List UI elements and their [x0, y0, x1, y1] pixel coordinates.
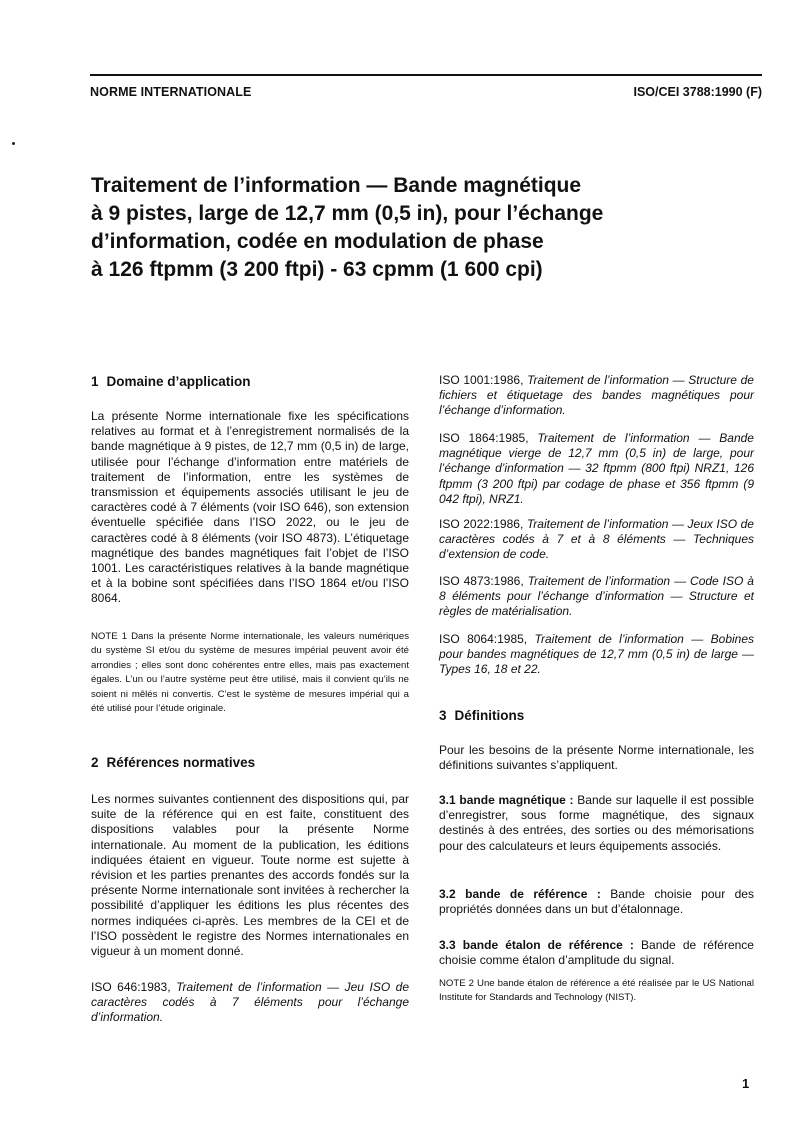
title-line: à 9 pistes, large de 12,7 mm (0,5 in), pour l’échange: [91, 202, 604, 225]
header-standard-type: NORME INTERNATIONALE: [90, 85, 252, 99]
section-1-paragraph: La présente Norme internationale fixe les spécifications relatives au format et à l’enregistrement normalisés de la bande magnétique à 9 pistes, de 12,7 mm (0,5 in) de large, utilisée pour l’échange d’information entre matériels de traitement de l’information, entre les systèmes de transmission et équipements associés utilisant le jeu de caractères codé à 7 éléments (voir ISO 646), son extension éventuelle spécifiée dans l’ISO 2022, ou le jeu de caractères codé à 8 éléments (voir ISO 4873). L’étiquetage magnétique des bandes magnétiques fait l’objet de l’ISO 1001. Les caractéristiques relatives à la bande magnétique et à la bobine sont spécifiées dans l’ISO 1864 et/ou l’ISO 8064.: [91, 409, 409, 606]
page-number: 1: [742, 1076, 750, 1091]
page-header: [90, 74, 762, 99]
section-1-heading: 1 Domaine d’application: [91, 374, 251, 389]
definition-3-3: 3.3 bande étalon de référence : Bande de référence choisie comme étalon d’amplitude du signal.: [439, 938, 754, 968]
reference-iso-1864: ISO 1864:1985, Traitement de l’information — Bande magnétique vierge de 12,7 mm (0,5 in) de large, pour l’échange d’information — 32 ftpmm (800 ftpi) NRZ1, 126 ftpmm (3 200 ftpi) par codage de phase et 356 ftpmm (9 042 ftpi), NRZ1.: [439, 431, 754, 506]
reference-iso-2022: ISO 2022:1986, Traitement de l’information — Jeux ISO de caractères codés à 7 et à 8 éléments — Techniques d’extension de code.: [439, 517, 754, 562]
section-3-intro: Pour les besoins de la présente Norme internationale, les définitions suivantes s’appliquent.: [439, 743, 754, 773]
document-title: [91, 172, 761, 284]
note-2: NOTE 2 Une bande étalon de référence a été réalisée par le US National Institute for Standards and Technology (NIST).: [439, 978, 754, 1004]
definition-3-1: 3.1 bande magnétique : Bande sur laquelle il est possible d’enregistrer, sous forme magnétique, des signaux destinés à des entrées, des sorties ou des mémorisations pour des calculateurs et leurs équipements associés.: [439, 793, 754, 853]
section-3-heading: 3 Définitions: [439, 708, 525, 723]
reference-iso-8064: ISO 8064:1985, Traitement de l’information — Bobines pour bandes magnétiques de 12,7 mm (0,5 in) de large — Types 16, 18 et 22.: [439, 632, 754, 677]
title-line: Traitement de l’information — Bande magnétique: [91, 174, 582, 197]
title-line: à 126 ftpmm (3 200 ftpi) - 63 cpmm (1 600 cpi): [91, 258, 543, 281]
reference-iso-4873: ISO 4873:1986, Traitement de l’information — Code ISO à 8 éléments pour l’échange d’information — Structure et règles de matérialisation.: [439, 574, 754, 619]
header-standard-number: ISO/CEI 3788:1990 (F): [633, 85, 762, 99]
section-2-heading: 2 Références normatives: [91, 755, 256, 770]
note-1: NOTE 1 Dans la présente Norme internationale, les valeurs numériques du système SI et/ou du système de mesures impérial peuvent avoir été arrondies ; elles sont donc cohérentes entre elles, mais pas exactement égales. L’un ou l’autre système peut être utilisé, mais il convient qu’ils ne soient ni mêlés ni convertis. C’est le système de mesures impérial qui a été utilisé pour l’étude originale.: [91, 631, 409, 715]
reference-iso-646: ISO 646:1983, Traitement de l’information — Jeu ISO de caractères codés à 7 éléments pour l’échange d’information.: [91, 980, 410, 1025]
title-line: d’information, codée en modulation de phase: [91, 230, 544, 253]
reference-iso-1001: ISO 1001:1986, Traitement de l’information — Structure de fichiers et étiquetage des bandes magnétiques pour l’échange d’information.: [439, 373, 754, 418]
margin-dot: [12, 142, 15, 145]
definition-3-2: 3.2 bande de référence : Bande choisie pour des propriétés données dans un but d’étalonnage.: [439, 887, 754, 917]
section-2-paragraph: Les normes suivantes contiennent des dispositions qui, par suite de la référence qui en est faite, constituent des dispositions valables pour la présente Norme internationale. Au moment de la publication, les éditions indiquées étaient en vigueur. Toute norme est sujette à révision et les parties prenantes des accords fondés sur la présente Norme internationale sont invitées à rechercher la possibilité d’appliquer les éditions les plus récentes des normes indiquées ci-après. Les membres de la CEI et de l’ISO possèdent le registre des Normes internationales en vigueur à un moment donné.: [91, 792, 409, 959]
